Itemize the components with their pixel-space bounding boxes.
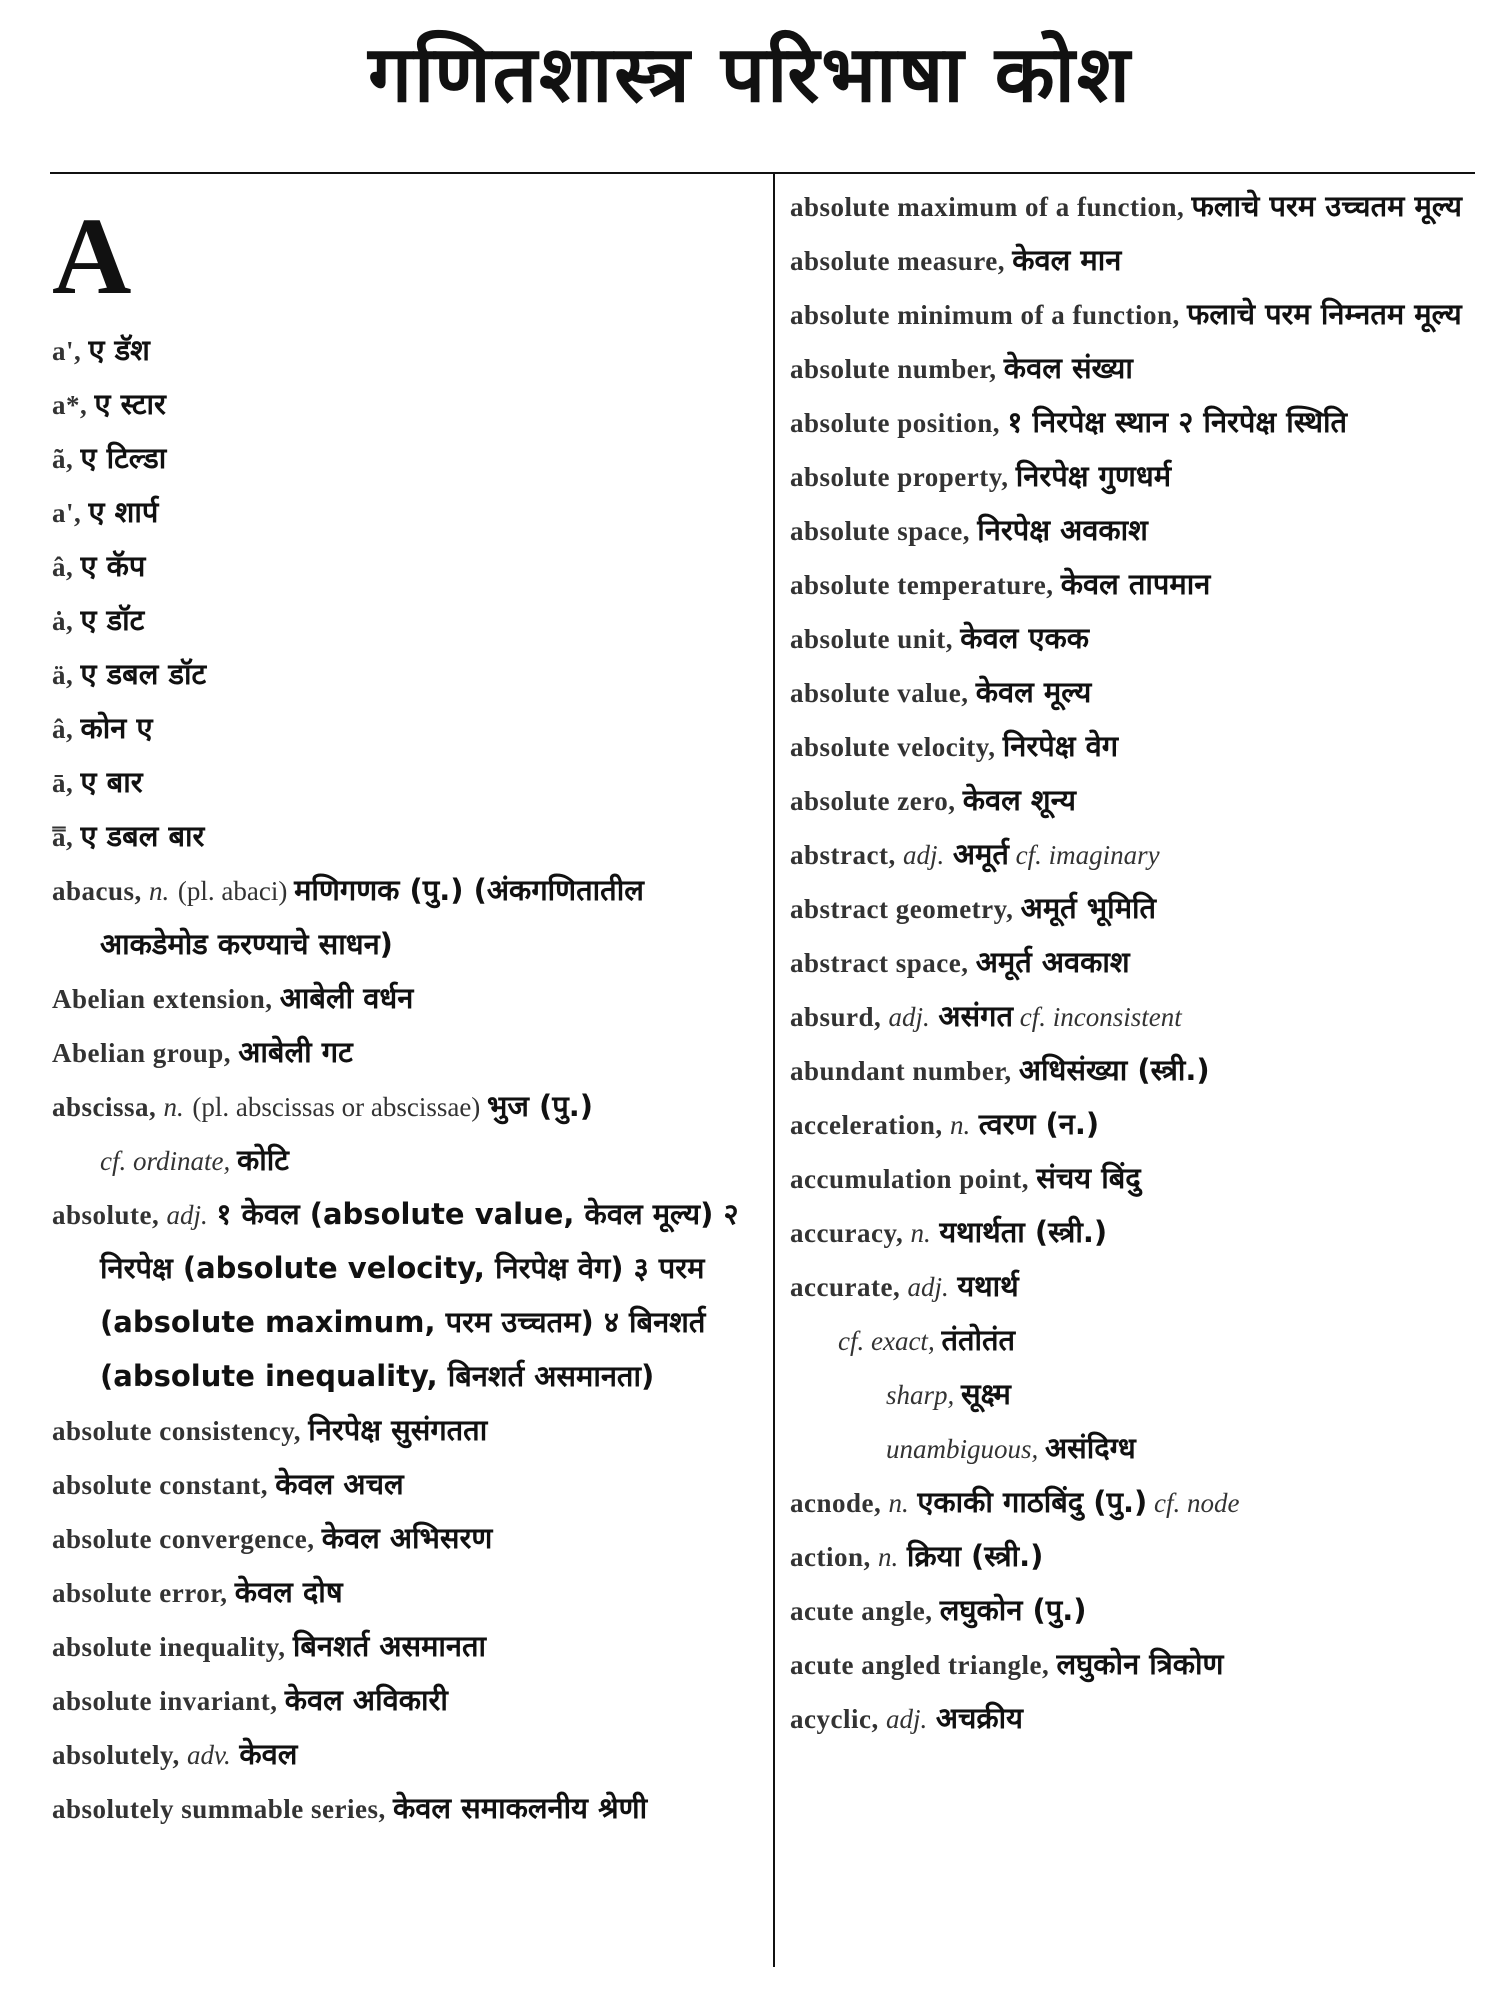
entry-translation: लघुकोन (पु.) <box>939 1593 1087 1627</box>
entry-crossref: cf. exact, <box>838 1326 942 1356</box>
entry-translation: अचक्रीय <box>935 1701 1024 1735</box>
entry-translation: फलाचे परम उच्चतम मूल्य <box>1191 189 1462 223</box>
dictionary-entry <box>790 1152 1480 1206</box>
dictionary-entry <box>790 1638 1480 1692</box>
entry-crossref: cf. node <box>1147 1488 1240 1518</box>
right-column <box>790 180 1480 1746</box>
entry-term: abstract geometry, <box>790 894 1021 924</box>
dictionary-entry <box>790 558 1480 612</box>
dictionary-entry <box>790 1584 1480 1638</box>
entry-translation: संचय बिंदु <box>1036 1161 1141 1195</box>
entry-translation: केवल अचल <box>275 1467 404 1501</box>
header-rule <box>50 172 1475 174</box>
entry-term: absurd, <box>790 1002 889 1032</box>
entry-part-of-speech: adv. <box>187 1740 231 1770</box>
column-divider <box>773 172 775 1967</box>
entry-term: absolute minimum of a function, <box>790 300 1188 330</box>
entry-term: â, <box>52 552 81 582</box>
dictionary-entry <box>52 1566 752 1620</box>
entry-term: absolute number, <box>790 354 1004 384</box>
entry-term: absolute constant, <box>52 1470 276 1500</box>
entry-part-of-speech: adj. <box>885 1704 928 1734</box>
dictionary-entry <box>52 1458 752 1512</box>
entry-translation: क्रिया (स्त्री.) <box>906 1539 1044 1573</box>
entry-part-of-speech: n. <box>910 1218 931 1248</box>
dictionary-entry <box>790 1206 1480 1260</box>
dictionary-entry <box>790 936 1480 990</box>
entry-term: absolute unit, <box>790 624 961 654</box>
entry-translation: लघुकोन त्रिकोण <box>1056 1647 1224 1681</box>
dictionary-entry <box>790 342 1480 396</box>
entry-term: absolute value, <box>790 678 976 708</box>
dictionary-entry <box>790 1260 1480 1314</box>
dictionary-entry <box>790 450 1480 504</box>
dictionary-entry <box>52 432 752 486</box>
dictionary-entry <box>790 288 1480 342</box>
dictionary-entry <box>790 1692 1480 1746</box>
entry-translation: अमूर्त अवकाश <box>975 945 1130 979</box>
entry-part-of-speech: adj. <box>907 1272 949 1302</box>
entry-term: absolute invariant, <box>52 1686 285 1716</box>
section-letter: A <box>52 195 132 317</box>
entry-part-of-speech: adj. <box>902 840 945 870</box>
entry-crossref: unambiguous, <box>886 1434 1046 1464</box>
dictionary-entry <box>790 720 1480 774</box>
entry-term: absolute measure, <box>790 246 1013 276</box>
entry-translation: ए डबल डॉट <box>80 657 207 691</box>
dictionary-entry <box>52 864 752 972</box>
entry-part-of-speech: adj. <box>166 1200 208 1230</box>
dictionary-entry <box>790 774 1480 828</box>
dictionary-entry <box>52 648 752 702</box>
entry-translation: केवल संख्या <box>1003 351 1133 385</box>
entry-term: Abelian group, <box>52 1038 239 1068</box>
entry-term: absolute space, <box>790 516 978 546</box>
entry-term: abundant number, <box>790 1056 1019 1086</box>
entry-term: a̿, <box>52 822 81 852</box>
entry-translation: केवल तापमान <box>1060 567 1211 601</box>
entry-term: absolute error, <box>52 1578 235 1608</box>
entry-term: acceleration, <box>790 1110 950 1140</box>
entry-term: accumulation point, <box>790 1164 1037 1194</box>
entry-translation: निरपेक्ष गुणधर्म <box>1015 459 1172 493</box>
left-entry-list <box>52 324 752 1836</box>
entry-translation: ए टिल्डा <box>80 441 167 475</box>
entry-term: acnode, <box>790 1488 889 1518</box>
entry-part-of-speech: n. <box>149 876 170 906</box>
entry-term: acute angled triangle, <box>790 1650 1057 1680</box>
entry-term: absolute convergence, <box>52 1524 322 1554</box>
entry-term: abscissa, <box>52 1092 164 1122</box>
entry-translation: ए स्टार <box>94 387 166 421</box>
entry-translation: असंगत <box>938 999 1014 1033</box>
dictionary-entry <box>52 378 752 432</box>
dictionary-entry <box>52 1134 752 1188</box>
dictionary-entry <box>52 756 752 810</box>
dictionary-entry <box>790 666 1480 720</box>
entry-plural-note: (pl. abaci) <box>177 876 295 906</box>
dictionary-entry <box>790 1368 1480 1422</box>
entry-part-of-speech: n. <box>878 1542 899 1572</box>
entry-translation: ए डबल बार <box>80 819 205 853</box>
entry-translation: ए बार <box>80 765 143 799</box>
entry-translation: ए शार्प <box>88 495 159 529</box>
entry-translation: यथार्थ <box>957 1269 1019 1303</box>
dictionary-entry <box>52 486 752 540</box>
entry-term: absolute maximum of a function, <box>790 192 1192 222</box>
right-entry-list <box>790 180 1480 1746</box>
entry-term: absolutely, <box>52 1740 188 1770</box>
dictionary-entry <box>52 1404 752 1458</box>
entry-translation: मणिगणक (पु.) (अंकगणितातील आकडेमोड करण्याचे साधन) <box>100 873 644 961</box>
entry-term: accurate, <box>790 1272 908 1302</box>
entry-translation: ए कॅप <box>80 549 146 583</box>
dictionary-entry <box>790 1314 1480 1368</box>
entry-translation: भुज (पु.) <box>487 1089 594 1123</box>
entry-translation: कोन ए <box>80 711 153 745</box>
entry-translation: अमूर्त <box>952 837 1009 871</box>
entry-part-of-speech: n. <box>949 1110 971 1140</box>
entry-term: action, <box>790 1542 878 1572</box>
entry-term: abstract, <box>790 840 903 870</box>
dictionary-entry <box>52 972 752 1026</box>
entry-plural-note: (pl. abscissas or abscissae) <box>192 1092 488 1122</box>
page-title: गणितशास्त्र परिभाषा कोश <box>368 30 1132 120</box>
dictionary-entry <box>52 1620 752 1674</box>
dictionary-entry <box>790 1044 1480 1098</box>
entry-term: a*, <box>52 390 95 420</box>
entry-translation: केवल दोष <box>234 1575 343 1609</box>
entry-translation: बिनशर्त असमानता <box>292 1629 487 1663</box>
entry-crossref: sharp, <box>886 1380 962 1410</box>
dictionary-entry <box>52 1026 752 1080</box>
entry-term: abstract space, <box>790 948 976 978</box>
entry-crossref: cf. ordinate, <box>100 1146 237 1176</box>
dictionary-entry <box>52 1188 752 1404</box>
dictionary-entry <box>790 504 1480 558</box>
entry-term: absolute inequality, <box>52 1632 293 1662</box>
entry-term: acute angle, <box>790 1596 940 1626</box>
entry-term: absolute zero, <box>790 786 963 816</box>
dictionary-entry <box>790 828 1480 882</box>
entry-translation: अधिसंख्या (स्त्री.) <box>1018 1053 1210 1087</box>
entry-term: accuracy, <box>790 1218 911 1248</box>
dictionary-entry <box>52 810 752 864</box>
entry-translation: अमूर्त भूमिति <box>1020 891 1157 925</box>
entry-part-of-speech: n. <box>163 1092 184 1122</box>
entry-translation: केवल शून्य <box>962 783 1076 817</box>
dictionary-entry <box>52 324 752 378</box>
entry-crossref: cf. imaginary <box>1008 840 1160 870</box>
entry-translation: ए डॅश <box>88 333 150 367</box>
entry-translation: एकाकी गाठबिंदु (पु.) <box>917 1485 1148 1519</box>
entry-translation: केवल <box>239 1737 298 1771</box>
entry-term: ã, <box>52 444 81 474</box>
entry-translation: सूक्ष्म <box>961 1377 1011 1411</box>
dictionary-entry <box>52 1080 752 1134</box>
entry-term: absolute, <box>52 1200 167 1230</box>
entry-term: ā, <box>52 768 81 798</box>
dictionary-entry <box>52 594 752 648</box>
entry-translation: आबेली गट <box>238 1035 353 1069</box>
entry-translation: त्वरण (न.) <box>978 1107 1100 1141</box>
entry-term: absolute velocity, <box>790 732 1003 762</box>
entry-translation: केवल मान <box>1012 243 1122 277</box>
dictionary-entry <box>52 1512 752 1566</box>
dictionary-entry <box>790 1422 1480 1476</box>
entry-translation: १ निरपेक्ष स्थान २ निरपेक्ष स्थिति <box>1007 405 1348 439</box>
entry-translation: ए डॉट <box>80 603 145 637</box>
dictionary-entry <box>790 1476 1480 1530</box>
entry-translation: केवल अविकारी <box>284 1683 448 1717</box>
dictionary-entry <box>790 234 1480 288</box>
entry-term: absolute position, <box>790 408 1008 438</box>
entry-translation: असंदिग्ध <box>1045 1431 1136 1465</box>
entry-term: absolute temperature, <box>790 570 1061 600</box>
dictionary-entry <box>52 702 752 756</box>
dictionary-entry <box>790 882 1480 936</box>
entry-term: â, <box>52 714 81 744</box>
entry-translation: १ केवल (absolute value, केवल मूल्य) २ निरपेक्ष (absolute velocity, निरपेक्ष वेग) ३ परम (absolute maximum, परम उच्चतम) ४ बिनशर्त (absolute inequality, बिनशर्त असमानता) <box>100 1197 739 1393</box>
entry-part-of-speech: adj. <box>888 1002 930 1032</box>
entry-translation: केवल अभिसरण <box>321 1521 493 1555</box>
entry-term: acyclic, <box>790 1704 886 1734</box>
entry-translation: केवल एकक <box>960 621 1090 655</box>
dictionary-entry <box>52 1782 752 1836</box>
dictionary-entry <box>790 1530 1480 1584</box>
entry-term: a', <box>52 336 89 366</box>
dictionary-entry <box>52 540 752 594</box>
entry-translation: निरपेक्ष वेग <box>1002 729 1119 763</box>
entry-crossref: cf. inconsistent <box>1013 1002 1182 1032</box>
entry-translation: केवल मूल्य <box>975 675 1092 709</box>
dictionary-entry <box>790 990 1480 1044</box>
entry-term: absolute property, <box>790 462 1016 492</box>
entry-translation: कोटि <box>236 1143 289 1177</box>
left-column <box>52 180 752 1836</box>
entry-term: Abelian extension, <box>52 984 280 1014</box>
entry-translation: निरपेक्ष सुसंगतता <box>308 1413 488 1447</box>
entry-translation: केवल समाकलनीय श्रेणी <box>393 1791 648 1825</box>
entry-translation: तंतोतंत <box>941 1323 1016 1357</box>
entry-term: abacus, <box>52 876 150 906</box>
dictionary-entry <box>790 612 1480 666</box>
dictionary-entry <box>52 1674 752 1728</box>
entry-term: absolute consistency, <box>52 1416 309 1446</box>
dictionary-entry <box>790 1098 1480 1152</box>
dictionary-entry <box>790 180 1480 234</box>
entry-translation: फलाचे परम निम्नतम मूल्य <box>1187 297 1462 331</box>
entry-translation: निरपेक्ष अवकाश <box>977 513 1148 547</box>
entry-term: ȧ, <box>52 606 81 636</box>
dictionary-entry <box>790 396 1480 450</box>
entry-term: absolutely summable series, <box>52 1794 393 1824</box>
entry-translation: आबेली वर्धन <box>279 981 414 1015</box>
entry-translation: यथार्थता (स्त्री.) <box>939 1215 1108 1249</box>
entry-term: ä, <box>52 660 81 690</box>
entry-term: a', <box>52 498 89 528</box>
entry-part-of-speech: n. <box>888 1488 909 1518</box>
dictionary-entry <box>52 1728 752 1782</box>
